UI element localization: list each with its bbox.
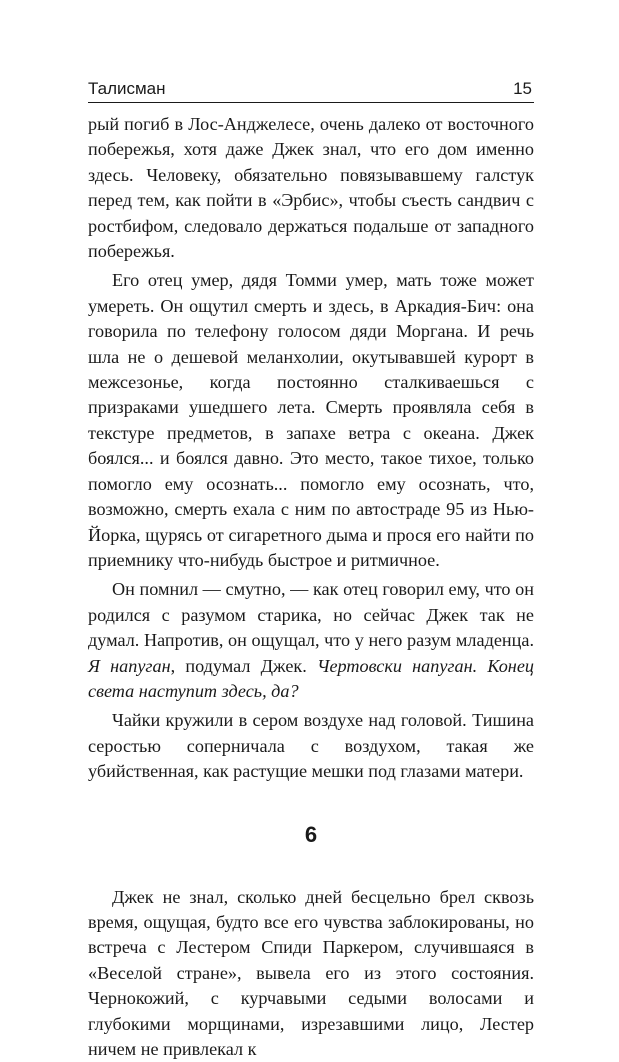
running-header xyxy=(88,78,534,103)
paragraph-text: Он помнил — смутно, — как отец говорил ему, что он родился с разумом старика, но сейчас Джек так не думал. Напротив, он ощущал, что у него разум младенца. xyxy=(88,579,534,651)
chapter-number: 6 xyxy=(304,821,318,847)
paragraph: рый погиб в Лос-Анджелесе, очень далеко от восточного побережья, хотя даже Джек знал, что его дом именно здесь. Человеку, обязательно повязывавшему галстук перед тем, как пойти в «Эрбис», чтобы съесть сандвич с ростбифом, следовало держаться подальше от западного побережья. xyxy=(88,114,534,262)
paragraph xyxy=(88,577,534,704)
paragraph: Чайки кружили в сером воздухе над головой. Тишина серостью соперничала с воздухом, такая же убийственная, как растущие мешки под глазами матери. xyxy=(88,710,534,782)
page-number: 15 xyxy=(513,79,532,98)
body-text xyxy=(88,112,534,1062)
italic-thought: Чертовски напуган. Конец света наступит здесь, да? xyxy=(88,655,534,701)
paragraph-text: , подумал Джек. xyxy=(170,655,317,676)
paragraph: Его отец умер, дядя Томми умер, мать тоже может умереть. Он ощутил смерть и здесь, в Аркадия-Бич: она говорила по телефону голосом дяди Моргана. И речь шла не о дешевой меланхолии, окутывавшей курорт в межсезонье, когда постоянно сталкиваешься с призраками ушедшего лета. Смерть проявляла себя в текстуре предметов, в запахе ветра с океана. Джек боялся... и боялся давно. Это место, такое тихое, только помогло ему осознать... помогло ему осознать, что, возможно, смерть ехала с ним по автостраде 95 из Нью-Йорка, щурясь от сигаретного дыма и прося его найти по приемнику что-нибудь быстрое и ритмичное. xyxy=(88,270,534,570)
italic-thought: Я напуган xyxy=(88,655,171,676)
book-title: Талисман xyxy=(88,79,166,98)
paragraph: Джек не знал, сколько дней бесцельно брел сквозь время, ощущая, будто все его чувства заблокированы, но встреча с Лестером Спиди Паркером, случившаяся в «Веселой стране», вывела его из этого состояния. Чернокожий, с курчавыми седыми волосами и глубокими морщинами, изрезавшими лицо, Лестер ничем не привлекал к xyxy=(88,886,534,1059)
